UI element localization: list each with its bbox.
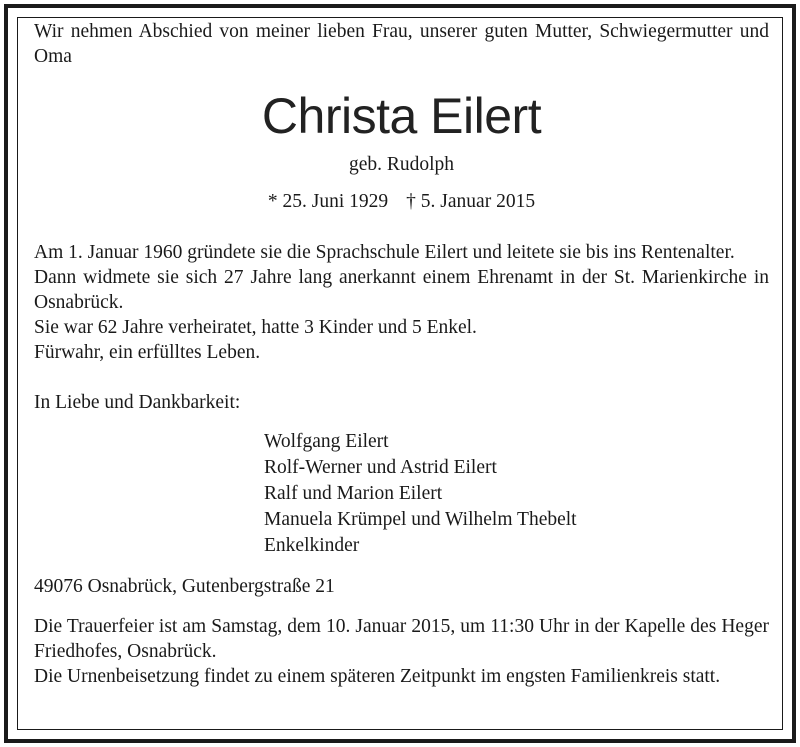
life-dates xyxy=(34,189,769,214)
death-date: † 5. Januar 2015 xyxy=(406,191,536,212)
deceased-name: Christa Eilert xyxy=(261,88,542,144)
mourner-item: Enkelkinder xyxy=(264,535,360,556)
mourners-list xyxy=(34,429,769,559)
maiden-name: geb. Rudolph xyxy=(348,154,455,175)
closing-line: In Liebe und Dankbarkeit: xyxy=(34,392,241,413)
bio-paragraph: Dann widmete sie sich 27 Jahre lang anerkannt einem Ehrenamt in der St. Marienkirche in Osnabrück. xyxy=(34,267,769,313)
address-line: 49076 Osnabrück, Gutenbergstraße 21 xyxy=(34,576,335,597)
mourner-item: Rolf-Werner und Astrid Eilert xyxy=(264,457,497,478)
funeral-paragraph: Die Urnenbeisetzung findet zu einem späteren Zeitpunkt im engsten Familienkreis statt. xyxy=(34,666,721,687)
mourner-item: Ralf und Marion Eilert xyxy=(264,483,443,504)
birth-date: * 25. Juni 1929 xyxy=(267,191,389,212)
biography xyxy=(34,240,769,365)
bio-paragraph: Sie war 62 Jahre verheiratet, hatte 3 Kinder und 5 Enkel. xyxy=(34,317,477,338)
funeral-info xyxy=(34,614,769,689)
obituary-notice xyxy=(34,19,769,689)
funeral-paragraph: Die Trauerfeier ist am Samstag, dem 10. Januar 2015, um 11:30 Uhr in der Kapelle des Heger Friedhofes, Osnabrück. xyxy=(34,616,769,662)
intro-text: Wir nehmen Abschied von meiner lieben Frau, unserer guten Mutter, Schwiegermutter und Oma xyxy=(34,21,769,67)
mourner-item: Manuela Krümpel und Wilhelm Thebelt xyxy=(264,509,577,530)
bio-paragraph: Am 1. Januar 1960 gründete sie die Sprachschule Eilert und leitete sie bis ins Rentenalter. xyxy=(34,242,735,263)
bio-paragraph: Fürwahr, ein erfülltes Leben. xyxy=(34,342,261,363)
mourner-item: Wolfgang Eilert xyxy=(264,431,389,452)
